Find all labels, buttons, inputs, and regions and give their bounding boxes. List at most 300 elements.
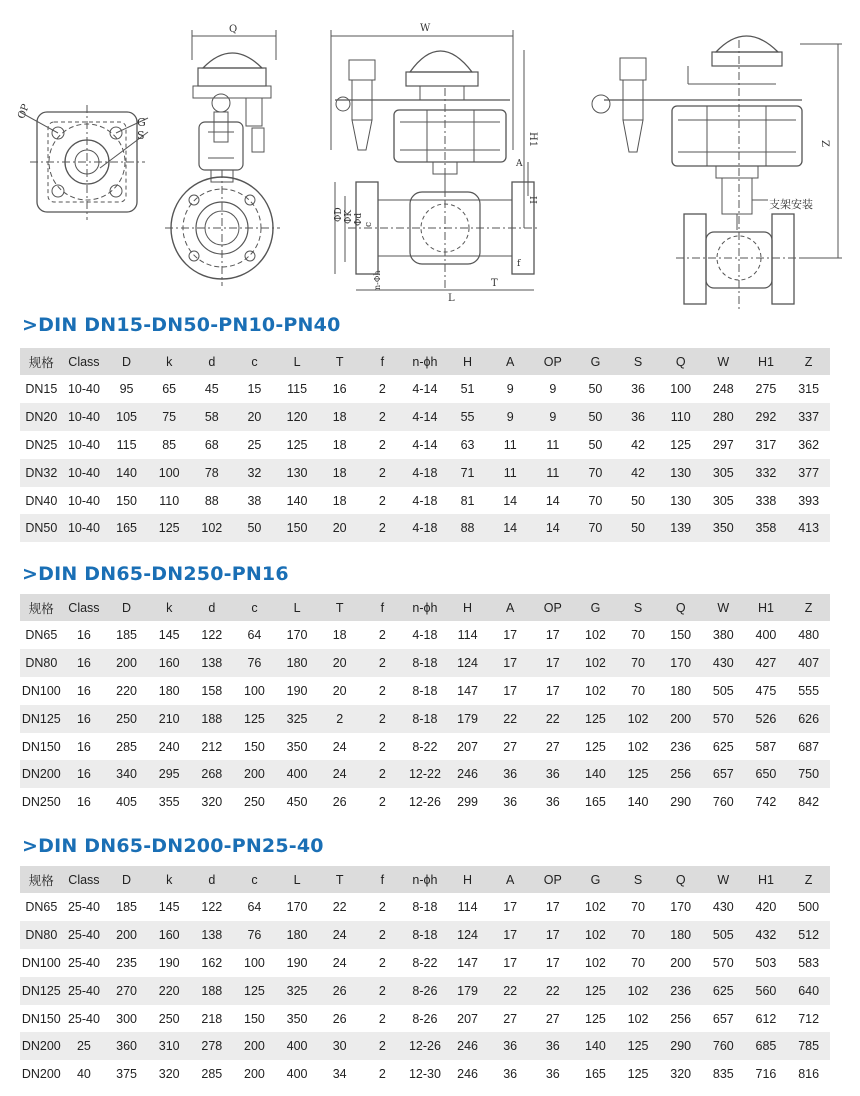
table-cell: 102 (191, 514, 234, 542)
section-title-din-dn65-dn200: >DIN DN65-DN200-PN25-40 (22, 835, 324, 857)
table-cell: 8-26 (404, 977, 447, 1005)
table-cell: 2 (361, 459, 404, 487)
table-cell: 270 (105, 977, 148, 1005)
table-cell: 102 (574, 921, 617, 949)
column-header: H1 (745, 866, 788, 893)
table-cell: 4-14 (412, 381, 438, 396)
table-cell: 25 (247, 437, 262, 452)
column-header: A (489, 594, 532, 621)
table-cell: 55 (446, 403, 489, 431)
table-cell: 8-18 (404, 921, 447, 949)
table-cell: 36 (489, 1032, 532, 1060)
table-cell: 70 (617, 921, 660, 949)
table-cell: 360 (105, 1032, 148, 1060)
table-row (20, 788, 830, 816)
table-cell: 102 (585, 683, 606, 698)
technical-drawings (0, 0, 860, 310)
table-cell: 130 (670, 493, 692, 508)
table-cell: 480 (798, 627, 820, 642)
table-cell: 320 (201, 795, 223, 810)
table-cell: 124 (446, 921, 489, 949)
table-cell: 268 (191, 760, 234, 788)
table-cell: 190 (158, 955, 180, 970)
table-cell: 332 (745, 459, 788, 487)
table-cell: 20 (233, 403, 276, 431)
table-cell: 170 (286, 899, 308, 914)
table-cell: 742 (755, 795, 777, 810)
table-cell: 2 (378, 437, 386, 452)
table-cell: 150 (244, 739, 265, 754)
table-cell: 188 (191, 977, 234, 1005)
table-cell: 14 (489, 514, 532, 542)
table-cell: 88 (204, 493, 219, 508)
table-cell: 32 (233, 459, 276, 487)
table-cell: DN65 (25, 899, 58, 914)
table-cell: 18 (318, 459, 361, 487)
table-cell: 26 (318, 977, 361, 1005)
table-cell: DN50 (20, 514, 63, 542)
table-cell: 4-14 (412, 437, 438, 452)
op-label: OP (16, 102, 32, 121)
section-title-din-dn65-dn250: >DIN DN65-DN250-PN16 (22, 563, 289, 585)
table-cell: 102 (617, 705, 660, 733)
table-cell: 150 (670, 627, 692, 642)
table-cell: 8-22 (412, 955, 438, 970)
table-cell: 160 (148, 921, 191, 949)
table-cell: 25 (63, 1032, 106, 1060)
table-cell: 207 (457, 1011, 478, 1026)
table-cell: 505 (702, 921, 745, 949)
table-cell: 190 (286, 955, 308, 970)
table-cell: 102 (627, 1011, 649, 1026)
column-header: D (105, 348, 148, 375)
table-cell: 246 (446, 760, 489, 788)
table-cell: 4-14 (404, 403, 447, 431)
table-row (20, 921, 830, 949)
table-cell: 393 (798, 493, 820, 508)
table-row (20, 705, 830, 733)
table-row (20, 949, 830, 977)
column-header: n-ϕh (404, 348, 447, 375)
table-cell: 300 (116, 1011, 137, 1026)
table-cell: 180 (670, 683, 692, 698)
f-label: f (517, 259, 521, 269)
column-header: H1 (745, 594, 788, 621)
table-cell: 22 (532, 705, 575, 733)
mounting-flange-view (20, 105, 148, 220)
table-cell: 65 (162, 381, 177, 396)
table-cell: 10-40 (63, 514, 106, 542)
column-header: D (105, 594, 148, 621)
table-row (20, 677, 830, 705)
table-cell: 2 (361, 760, 404, 788)
table-row (20, 375, 830, 403)
table-cell: 14 (545, 493, 560, 508)
table-cell: 34 (332, 1067, 347, 1082)
table-cell: 14 (503, 493, 518, 508)
table-cell: 75 (148, 403, 191, 431)
table-cell: 4-18 (412, 493, 438, 508)
column-header: T (318, 594, 361, 621)
table-cell: 4-18 (404, 459, 447, 487)
g-label: G (137, 116, 146, 129)
table-cell: 450 (286, 795, 308, 810)
table-cell: 16 (76, 683, 91, 698)
table-cell: 70 (617, 649, 660, 677)
phi-k-label: ΦK (344, 209, 354, 224)
column-header: Q (659, 866, 702, 893)
table-cell: 180 (158, 683, 180, 698)
table-cell: 25-40 (63, 921, 106, 949)
column-header: Q (659, 348, 702, 375)
table-cell: 400 (286, 1067, 308, 1082)
table-cell: 165 (105, 514, 148, 542)
table-cell: 2 (361, 705, 404, 733)
table-cell: 9 (549, 381, 557, 396)
table-cell: 200 (670, 955, 692, 970)
table-cell: 36 (545, 1067, 560, 1082)
column-header: L (276, 866, 319, 893)
table-cell: 310 (148, 1032, 191, 1060)
table-cell: DN80 (20, 921, 63, 949)
table-cell: 38 (247, 493, 262, 508)
table-cell: 587 (755, 739, 777, 754)
column-header: k (148, 866, 191, 893)
table-cell: 17 (545, 955, 560, 970)
column-header: f (361, 594, 404, 621)
table-cell: 785 (787, 1032, 830, 1060)
column-header: D (105, 866, 148, 893)
table-cell: 125 (574, 705, 617, 733)
table-cell: 505 (712, 683, 734, 698)
table-cell: 625 (702, 977, 745, 1005)
table-cell: DN150 (21, 739, 61, 754)
table-cell: 250 (105, 705, 148, 733)
table-cell: 165 (585, 795, 606, 810)
table-cell: 63 (460, 437, 475, 452)
table-cell: 2 (378, 627, 386, 642)
table-cell: 256 (670, 1011, 692, 1026)
table-cell: 320 (670, 1067, 692, 1082)
table-cell: 657 (712, 1011, 734, 1026)
table-cell: 338 (755, 493, 777, 508)
table-cell: 114 (457, 627, 478, 642)
table-row (20, 733, 830, 761)
column-header: L (276, 348, 319, 375)
table-row (20, 459, 830, 487)
column-header: Z (787, 348, 830, 375)
table-cell: 125 (286, 437, 308, 452)
table-cell: 22 (532, 977, 575, 1005)
table-cell: 25-40 (67, 1011, 100, 1026)
table-cell: 22 (332, 899, 347, 914)
table-cell: 17 (503, 899, 518, 914)
table-cell: DN200 (20, 1032, 63, 1060)
table-cell: 512 (787, 921, 830, 949)
table-cell: 626 (787, 705, 830, 733)
table-cell: 179 (446, 705, 489, 733)
table-cell: 430 (712, 899, 734, 914)
table-cell: 218 (201, 1011, 223, 1026)
table-cell: 18 (332, 437, 347, 452)
spec-table-dn65-dn200 (20, 866, 830, 1088)
column-header: T (318, 348, 361, 375)
h1-label: H1 (527, 132, 538, 148)
table-row (20, 977, 830, 1005)
table-cell: 16 (76, 739, 91, 754)
table-cell: 240 (158, 739, 180, 754)
table-cell: 36 (631, 381, 646, 396)
table-cell: 17 (503, 627, 518, 642)
table-cell: 350 (286, 739, 308, 754)
table-cell: 139 (659, 514, 702, 542)
table-cell: 297 (712, 437, 734, 452)
table-cell: 612 (755, 1011, 777, 1026)
table-cell: 377 (787, 459, 830, 487)
table-cell: 100 (670, 381, 692, 396)
table-cell: DN40 (25, 493, 58, 508)
column-header: H1 (745, 348, 788, 375)
table-cell: 413 (787, 514, 830, 542)
column-header: G (574, 594, 617, 621)
table-cell: 320 (158, 1067, 180, 1082)
table-cell: 2 (361, 1032, 404, 1060)
table-cell: 180 (659, 921, 702, 949)
table-cell: 150 (116, 493, 137, 508)
table-cell: 17 (545, 627, 560, 642)
table-cell: 657 (702, 760, 745, 788)
table-cell: 200 (105, 649, 148, 677)
table-cell: 30 (318, 1032, 361, 1060)
table-cell: 236 (659, 977, 702, 1005)
table-cell: DN32 (20, 459, 63, 487)
table-cell: 26 (332, 795, 347, 810)
column-header: H (446, 594, 489, 621)
table-cell: 110 (659, 403, 702, 431)
table-cell: 20 (318, 649, 361, 677)
table-cell: 210 (148, 705, 191, 733)
spec-table-dn15-dn50 (20, 348, 830, 542)
table-cell: 25-40 (67, 899, 100, 914)
table-cell: 17 (545, 683, 560, 698)
table-cell: 114 (457, 899, 478, 914)
column-header: 规格 (20, 348, 63, 375)
table-cell: 150 (276, 514, 319, 542)
table-cell: 17 (503, 955, 518, 970)
table-cell: DN125 (20, 977, 63, 1005)
table-cell: 278 (191, 1032, 234, 1060)
table-header-row (20, 348, 830, 375)
table-cell: 27 (503, 1011, 518, 1026)
table-cell: 290 (670, 795, 692, 810)
table-cell: 100 (244, 683, 265, 698)
table-cell: 2 (361, 514, 404, 542)
table-cell: 36 (489, 760, 532, 788)
table-cell: 570 (702, 705, 745, 733)
column-header: c (233, 866, 276, 893)
table-cell: 570 (712, 955, 734, 970)
table-cell: 2 (378, 1011, 386, 1026)
w-label: W (420, 23, 431, 34)
table-cell: 200 (659, 705, 702, 733)
column-header: k (148, 594, 191, 621)
table-cell: 22 (489, 977, 532, 1005)
table-cell: 835 (712, 1067, 734, 1082)
table-cell: 26 (332, 1011, 347, 1026)
table-cell: 76 (233, 649, 276, 677)
table-cell: 70 (631, 627, 646, 642)
n-phi-h-label: n-Φh (373, 270, 382, 290)
column-header: OP (532, 348, 575, 375)
table-cell: 76 (233, 921, 276, 949)
table-cell: 315 (798, 381, 820, 396)
table-cell: 8-26 (412, 1011, 438, 1026)
table-cell: 200 (244, 1067, 265, 1082)
z-label: Z (819, 140, 830, 147)
table-cell: 687 (798, 739, 820, 754)
table-cell: 71 (446, 459, 489, 487)
table-cell: 427 (745, 649, 788, 677)
table-cell: 2 (378, 955, 386, 970)
table-cell: 220 (116, 683, 137, 698)
l-label: L (448, 293, 455, 304)
table-cell: 16 (76, 627, 91, 642)
table-cell: 14 (532, 514, 575, 542)
table-cell: 712 (798, 1011, 820, 1026)
valve-side-view (165, 30, 280, 286)
table-cell: 526 (745, 705, 788, 733)
table-cell: 115 (116, 437, 137, 452)
valve-front-view (331, 30, 540, 290)
table-cell: DN200 (20, 760, 63, 788)
table-cell: 246 (457, 1067, 478, 1082)
column-header: d (191, 348, 234, 375)
table-cell: 36 (503, 1067, 518, 1082)
table-cell: 256 (659, 760, 702, 788)
table-cell: 125 (148, 514, 191, 542)
table-cell: 325 (276, 705, 319, 733)
table-cell: 560 (745, 977, 788, 1005)
table-cell: 130 (659, 459, 702, 487)
table-cell: 36 (545, 795, 560, 810)
table-cell: 27 (545, 739, 560, 754)
table-cell: 140 (574, 1032, 617, 1060)
table-cell: 380 (712, 627, 734, 642)
table-cell: 10-40 (67, 493, 100, 508)
column-header: H (446, 866, 489, 893)
table-cell: 11 (489, 459, 532, 487)
table-cell: 17 (489, 921, 532, 949)
column-header: T (318, 866, 361, 893)
table-row (20, 403, 830, 431)
column-header: Z (787, 594, 830, 621)
table-cell: 122 (201, 899, 223, 914)
table-cell: 64 (247, 627, 262, 642)
column-header: W (702, 348, 745, 375)
spec-table-dn65-dn250 (20, 594, 830, 816)
table-cell: 358 (745, 514, 788, 542)
table-cell: 122 (201, 627, 223, 642)
table-row (20, 487, 830, 515)
table-cell: 102 (585, 955, 606, 970)
column-header: d (191, 866, 234, 893)
table-cell: 70 (631, 899, 646, 914)
table-cell: 2 (361, 403, 404, 431)
table-cell: 102 (585, 627, 606, 642)
table-cell: 42 (617, 459, 660, 487)
table-cell: 2 (378, 899, 386, 914)
table-cell: 42 (631, 437, 646, 452)
table-cell: 130 (276, 459, 319, 487)
table-cell: 179 (446, 977, 489, 1005)
table-cell: 503 (755, 955, 777, 970)
table-cell: 350 (702, 514, 745, 542)
table-cell: 16 (76, 795, 91, 810)
table-cell: 140 (105, 459, 148, 487)
table-cell: 235 (116, 955, 137, 970)
table-cell: 8-18 (404, 649, 447, 677)
column-header: G (574, 348, 617, 375)
table-cell: 625 (712, 739, 734, 754)
table-cell: 362 (798, 437, 820, 452)
table-cell: 8-18 (412, 899, 438, 914)
table-cell: 292 (745, 403, 788, 431)
table-cell: 138 (191, 921, 234, 949)
table-cell: 12-26 (408, 795, 441, 810)
table-cell: 305 (702, 459, 745, 487)
table-cell: 170 (286, 627, 308, 642)
table-cell: 200 (233, 1032, 276, 1060)
table-cell: 842 (798, 795, 820, 810)
table-cell: 400 (755, 627, 777, 642)
table-row (20, 1060, 830, 1088)
table-cell: 15 (247, 381, 262, 396)
table-cell: 760 (712, 795, 734, 810)
table-cell: 88 (446, 514, 489, 542)
table-cell: 475 (755, 683, 777, 698)
table-cell: 9 (532, 403, 575, 431)
table-cell: 140 (627, 795, 649, 810)
table-cell: 165 (585, 1067, 606, 1082)
column-header: W (702, 866, 745, 893)
column-header: n-ϕh (404, 866, 447, 893)
table-cell: 22 (489, 705, 532, 733)
table-cell: 27 (503, 739, 518, 754)
phi-d-small-label: Φd (354, 212, 364, 226)
table-cell: 2 (318, 705, 361, 733)
c-label: c (364, 221, 374, 227)
table-cell: 185 (116, 899, 137, 914)
table-cell: 45 (204, 381, 219, 396)
table-cell: 25-40 (67, 955, 100, 970)
table-cell: 18 (332, 627, 347, 642)
table-cell: DN80 (20, 649, 63, 677)
table-cell: 24 (332, 955, 347, 970)
table-cell: 299 (457, 795, 478, 810)
table-cell: 40 (76, 1067, 91, 1082)
table-cell: 70 (588, 493, 603, 508)
table-cell: 125 (233, 977, 276, 1005)
table-cell: 305 (712, 493, 734, 508)
table-cell: 2 (361, 921, 404, 949)
table-cell: 11 (546, 437, 560, 452)
table-cell: 147 (457, 955, 478, 970)
table-cell: 50 (588, 437, 603, 452)
table-cell: 36 (617, 403, 660, 431)
table-cell: 16 (332, 381, 347, 396)
table-cell: 125 (627, 1067, 649, 1082)
table-cell: 115 (287, 381, 308, 396)
